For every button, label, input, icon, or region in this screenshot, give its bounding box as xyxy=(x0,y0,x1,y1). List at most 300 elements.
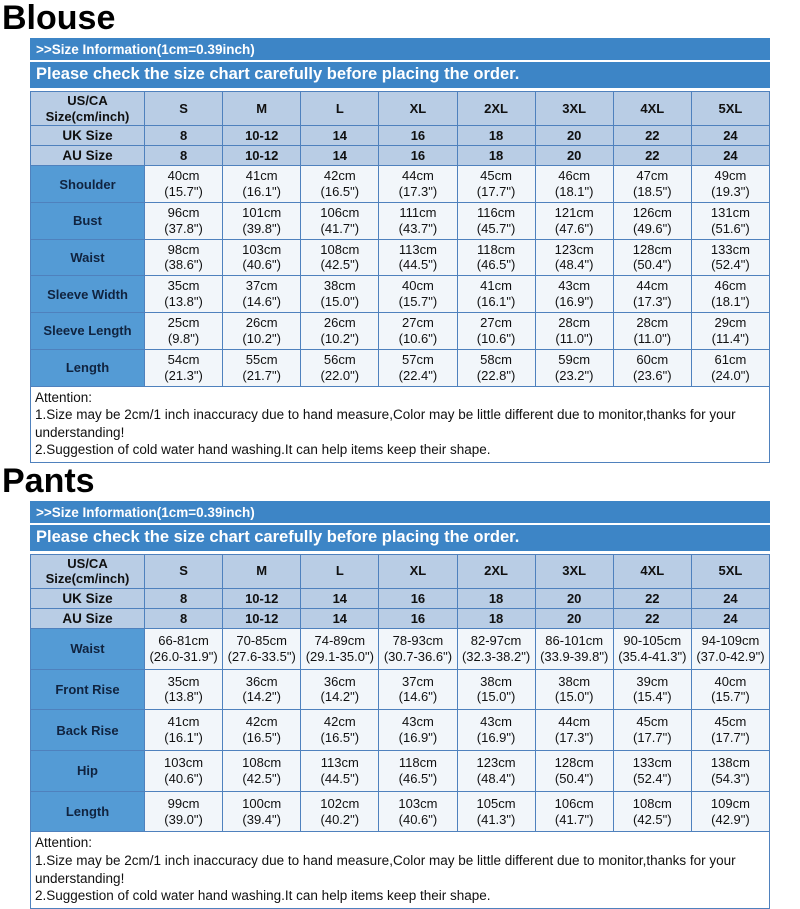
inch-value: (45.7") xyxy=(476,220,516,236)
cm-value: 102cm xyxy=(320,795,360,811)
measurement-row-label: Waist xyxy=(31,628,145,669)
inch-value: (16.9") xyxy=(398,730,438,746)
measurement-row xyxy=(31,669,770,710)
size-column-header: 5XL xyxy=(691,554,769,588)
measurement-value-cell xyxy=(535,276,613,313)
cm-value: 90-105cm xyxy=(623,632,682,648)
measurement-value-cell xyxy=(301,751,379,792)
inch-value: (39.0") xyxy=(164,811,203,827)
measurement-value-cell xyxy=(145,751,223,792)
measurement-value-cell xyxy=(457,628,535,669)
measurement-value-cell xyxy=(535,313,613,350)
measurement-value-cell xyxy=(379,628,457,669)
inch-value: (42.5") xyxy=(242,770,281,786)
size-column-header: 4XL xyxy=(613,554,691,588)
measurement-value-cell xyxy=(145,276,223,313)
measurement-value-cell xyxy=(223,751,301,792)
measurement-value-cell xyxy=(613,669,691,710)
size-value-cell: 24 xyxy=(691,608,769,628)
inch-value: (16.5") xyxy=(242,730,281,746)
inch-value: (15.7") xyxy=(711,689,750,705)
size-conversion-row xyxy=(31,588,770,608)
inch-value: (15.0") xyxy=(554,689,594,705)
size-value-cell: 10-12 xyxy=(223,126,301,146)
pants-title: Pants xyxy=(2,461,95,500)
inch-value: (13.8") xyxy=(164,294,203,310)
size-value-cell: 10-12 xyxy=(223,146,301,166)
measurement-value-cell xyxy=(457,751,535,792)
cm-value: 43cm xyxy=(402,714,434,730)
cm-value: 98cm xyxy=(167,241,200,257)
measurement-value-cell xyxy=(691,628,769,669)
measurement-value-cell xyxy=(613,166,691,203)
pants-chart xyxy=(30,501,770,909)
measurement-value-cell xyxy=(379,166,457,203)
measurement-value-cell xyxy=(301,166,379,203)
measurement-row xyxy=(31,751,770,792)
inch-value: (18.1") xyxy=(711,294,750,310)
size-value-cell: 18 xyxy=(457,126,535,146)
size-value-cell: 24 xyxy=(691,146,769,166)
size-value-cell: 8 xyxy=(145,126,223,146)
cm-value: 113cm xyxy=(398,241,437,257)
cm-value: 106cm xyxy=(320,204,360,220)
cm-value: 133cm xyxy=(710,241,750,257)
inch-value: (14.6") xyxy=(398,689,438,705)
cm-value: 37cm xyxy=(402,673,434,689)
cm-value: 121cm xyxy=(554,204,594,220)
size-column-header: S xyxy=(145,92,223,126)
cm-value: 28cm xyxy=(636,315,669,331)
size-value-cell: 10-12 xyxy=(223,608,301,628)
measurement-value-cell xyxy=(379,239,457,276)
inch-value: (32.3-38.2") xyxy=(461,648,531,664)
measurement-row xyxy=(31,166,770,203)
measurement-value-cell xyxy=(301,791,379,832)
cm-value: 45cm xyxy=(636,714,669,730)
cm-value: 133cm xyxy=(632,755,672,771)
inch-value: (17.7") xyxy=(476,184,516,200)
measurement-value-cell xyxy=(535,166,613,203)
cm-value: 60cm xyxy=(636,351,669,367)
cm-value: 40cm xyxy=(167,168,200,184)
inch-value: (42.5") xyxy=(320,257,360,273)
cm-value: 111cm xyxy=(399,204,437,220)
size-value-cell: 10-12 xyxy=(223,588,301,608)
measurement-value-cell xyxy=(613,349,691,386)
measurement-row xyxy=(31,313,770,350)
cm-value: 123cm xyxy=(554,241,594,257)
measurement-value-cell xyxy=(379,276,457,313)
inch-value: (16.1") xyxy=(476,294,516,310)
measurement-value-cell xyxy=(223,239,301,276)
measurement-value-cell xyxy=(223,166,301,203)
measurement-value-cell xyxy=(613,751,691,792)
measurement-value-cell xyxy=(535,349,613,386)
cm-value: 39cm xyxy=(636,673,669,689)
inch-value: (47.6") xyxy=(554,220,594,236)
inch-value: (40.6") xyxy=(398,811,438,827)
cm-value: 74-89cm xyxy=(314,632,366,648)
measurement-value-cell xyxy=(145,349,223,386)
inch-value: (44.5") xyxy=(320,770,360,786)
measurement-value-cell xyxy=(613,276,691,313)
measurement-row xyxy=(31,791,770,832)
inch-value: (35.4-41.3") xyxy=(618,648,687,664)
measurement-value-cell xyxy=(613,202,691,239)
cm-value: 118cm xyxy=(398,755,437,771)
inch-value: (15.7") xyxy=(164,184,203,200)
cm-value: 103cm xyxy=(398,795,438,811)
size-conversion-row xyxy=(31,146,770,166)
measurement-value-cell xyxy=(145,791,223,832)
cm-value: 58cm xyxy=(480,351,512,367)
blouse-title: Blouse xyxy=(2,0,116,37)
measurement-value-cell xyxy=(145,166,223,203)
measurement-value-cell xyxy=(145,239,223,276)
inch-value: (14.2") xyxy=(320,689,360,705)
size-conversion-row xyxy=(31,608,770,628)
inch-value: (16.1") xyxy=(242,184,281,200)
size-value-cell: 18 xyxy=(457,608,535,628)
cm-value: 44cm xyxy=(558,714,591,730)
inch-value: (19.3") xyxy=(711,184,750,200)
size-value-cell: 14 xyxy=(301,126,379,146)
size-value-cell: 22 xyxy=(613,588,691,608)
cm-value: 45cm xyxy=(714,714,747,730)
inch-value: (11.4") xyxy=(711,330,750,346)
measurement-value-cell xyxy=(379,710,457,751)
inch-value: (17.7") xyxy=(711,730,750,746)
cm-value: 109cm xyxy=(710,795,750,811)
measurement-value-cell xyxy=(691,791,769,832)
measurement-value-cell xyxy=(301,710,379,751)
size-value-cell: 20 xyxy=(535,126,613,146)
inch-value: (9.8") xyxy=(167,330,200,346)
measurement-value-cell xyxy=(379,313,457,350)
blouse-notice-bar: Please check the size chart carefully before placing the order. xyxy=(30,62,770,88)
measurement-value-cell xyxy=(613,710,691,751)
inch-value: (13.8") xyxy=(164,689,203,705)
cm-value: 38cm xyxy=(480,673,512,689)
cm-value: 138cm xyxy=(710,755,750,771)
measurement-row xyxy=(31,628,770,669)
measurement-value-cell xyxy=(457,166,535,203)
inch-value: (40.2") xyxy=(320,811,360,827)
cm-value: 59cm xyxy=(558,351,591,367)
size-column-header: S xyxy=(145,554,223,588)
attention-note-1: 1.Size may be 2cm/1 inch inaccuracy due to hand measure,Color may be little different due to monitor,thanks for your understanding! xyxy=(35,407,736,440)
cm-value: 44cm xyxy=(402,168,434,184)
size-column-header: M xyxy=(223,92,301,126)
measurement-value-cell xyxy=(613,791,691,832)
measurement-value-cell xyxy=(145,710,223,751)
table-header-row xyxy=(31,92,770,126)
measurement-value-cell xyxy=(301,349,379,386)
inch-value: (11.0") xyxy=(633,330,672,346)
measurement-value-cell xyxy=(379,791,457,832)
measurement-value-cell xyxy=(301,313,379,350)
inch-value: (23.6") xyxy=(633,367,672,383)
size-value-cell: 14 xyxy=(301,588,379,608)
size-value-cell: 22 xyxy=(613,126,691,146)
inch-value: (22.4") xyxy=(398,367,438,383)
inch-value: (11.0") xyxy=(555,330,593,346)
inch-value: (18.1") xyxy=(554,184,594,200)
measurement-value-cell xyxy=(691,166,769,203)
size-value-cell: 20 xyxy=(535,588,613,608)
cm-value: 57cm xyxy=(402,351,434,367)
measurement-value-cell xyxy=(145,202,223,239)
cm-value: 42cm xyxy=(245,714,278,730)
measurement-row xyxy=(31,202,770,239)
cm-value: 106cm xyxy=(554,795,594,811)
measurement-value-cell xyxy=(301,669,379,710)
inch-value: (37.8") xyxy=(164,220,203,236)
size-row-label: AU Size xyxy=(31,146,145,166)
attention-heading: Attention: xyxy=(35,835,93,851)
measurement-value-cell xyxy=(535,628,613,669)
measurement-value-cell xyxy=(535,239,613,276)
attention-note-1: 1.Size may be 2cm/1 inch inaccuracy due to hand measure,Color may be little different due to monitor,thanks for your understanding! xyxy=(35,853,736,886)
cm-value: 46cm xyxy=(558,168,591,184)
inch-value: (15.0") xyxy=(476,689,516,705)
cm-value: 94-109cm xyxy=(701,632,760,648)
measurement-value-cell xyxy=(457,669,535,710)
cm-value: 128cm xyxy=(554,755,594,771)
cm-value: 123cm xyxy=(476,755,516,771)
inch-value: (17.3") xyxy=(633,294,672,310)
measurement-value-cell xyxy=(457,202,535,239)
inch-value: (17.7") xyxy=(633,730,672,746)
cm-value: 78-93cm xyxy=(392,632,444,648)
inch-value: (50.4") xyxy=(554,770,594,786)
inch-value: (42.5") xyxy=(633,811,672,827)
inch-value: (41.3") xyxy=(476,811,516,827)
table-header-row xyxy=(31,554,770,588)
measurement-value-cell xyxy=(613,313,691,350)
cm-value: 41cm xyxy=(480,278,512,294)
measurement-value-cell xyxy=(379,669,457,710)
size-value-cell: 22 xyxy=(613,146,691,166)
inch-value: (21.3") xyxy=(164,367,203,383)
cm-value: 82-97cm xyxy=(470,632,522,648)
inch-value: (24.0") xyxy=(711,367,750,383)
measurement-value-cell xyxy=(691,710,769,751)
inch-value: (52.4") xyxy=(633,770,672,786)
cm-value: 38cm xyxy=(323,278,356,294)
inch-value: (29.1-35.0") xyxy=(305,648,374,664)
measurement-value-cell xyxy=(145,313,223,350)
cm-value: 27cm xyxy=(402,315,434,331)
inch-value: (41.7") xyxy=(320,220,360,236)
size-value-cell: 24 xyxy=(691,588,769,608)
measurement-row xyxy=(31,349,770,386)
measurement-value-cell xyxy=(691,751,769,792)
size-value-cell: 16 xyxy=(379,126,457,146)
measurement-value-cell xyxy=(223,710,301,751)
measurement-value-cell xyxy=(223,349,301,386)
inch-value: (15.7") xyxy=(398,294,438,310)
cm-value: 105cm xyxy=(476,795,516,811)
measurement-value-cell xyxy=(145,628,223,669)
cm-value: 36cm xyxy=(323,673,356,689)
measurement-value-cell xyxy=(691,202,769,239)
size-value-cell: 24 xyxy=(691,126,769,146)
size-value-cell: 18 xyxy=(457,588,535,608)
measurement-row-label: Hip xyxy=(31,751,145,792)
attention-heading: Attention: xyxy=(35,389,93,405)
cm-value: 118cm xyxy=(477,241,516,257)
measurement-value-cell xyxy=(457,313,535,350)
cm-value: 45cm xyxy=(480,168,512,184)
measurement-value-cell xyxy=(145,669,223,710)
inch-value: (18.5") xyxy=(633,184,672,200)
measurement-value-cell xyxy=(691,239,769,276)
inch-value: (51.6") xyxy=(711,220,750,236)
measurement-row-label: Back Rise xyxy=(31,710,145,751)
inch-value: (52.4") xyxy=(711,257,750,273)
size-value-cell: 14 xyxy=(301,608,379,628)
measurement-value-cell xyxy=(691,276,769,313)
inch-value: (15.4") xyxy=(633,689,672,705)
measurement-value-cell xyxy=(535,202,613,239)
pants-notice-bar: Please check the size chart carefully before placing the order. xyxy=(30,525,770,551)
cm-value: 47cm xyxy=(636,168,669,184)
size-unit-column-header: US/CA Size(cm/inch) xyxy=(31,554,145,588)
inch-value: (23.2") xyxy=(554,367,594,383)
measurement-value-cell xyxy=(223,313,301,350)
measurement-value-cell xyxy=(535,710,613,751)
measurement-value-cell xyxy=(301,239,379,276)
cm-value: 35cm xyxy=(167,673,200,689)
cm-value: 70-85cm xyxy=(236,632,287,648)
size-unit-column-header: US/CA Size(cm/inch) xyxy=(31,92,145,126)
measurement-value-cell xyxy=(457,710,535,751)
size-row-label: AU Size xyxy=(31,608,145,628)
inch-value: (10.6") xyxy=(476,330,516,346)
size-row-label: UK Size xyxy=(31,588,145,608)
pants-section xyxy=(0,463,800,909)
cm-value: 25cm xyxy=(167,315,200,331)
cm-value: 126cm xyxy=(632,204,672,220)
measurement-value-cell xyxy=(301,276,379,313)
size-column-header: M xyxy=(223,554,301,588)
measurement-value-cell xyxy=(223,669,301,710)
cm-value: 55cm xyxy=(245,351,278,367)
attention-note-2: 2.Suggestion of cold water hand washing.It can help items keep their shape. xyxy=(35,888,491,904)
inch-value: (10.6") xyxy=(398,330,438,346)
cm-value: 40cm xyxy=(714,673,747,689)
inch-value: (40.6") xyxy=(242,257,281,273)
measurement-row-label: Shoulder xyxy=(31,166,145,203)
measurement-value-cell xyxy=(457,349,535,386)
measurement-row-label: Sleeve Length xyxy=(31,313,145,350)
attention-note-2: 2.Suggestion of cold water hand washing.It can help items keep their shape. xyxy=(35,442,491,458)
cm-value: 54cm xyxy=(167,351,200,367)
measurement-value-cell xyxy=(457,239,535,276)
pants-size-table xyxy=(30,554,770,833)
measurement-value-cell xyxy=(691,669,769,710)
cm-value: 35cm xyxy=(167,278,200,294)
size-value-cell: 16 xyxy=(379,146,457,166)
cm-value: 44cm xyxy=(636,278,669,294)
cm-value: 108cm xyxy=(242,755,282,771)
cm-value: 103cm xyxy=(242,241,282,257)
measurement-row-label: Front Rise xyxy=(31,669,145,710)
cm-value: 27cm xyxy=(480,315,512,331)
size-value-cell: 14 xyxy=(301,146,379,166)
cm-value: 43cm xyxy=(558,278,591,294)
cm-value: 108cm xyxy=(320,241,360,257)
inch-value: (39.8") xyxy=(242,220,281,236)
cm-value: 66-81cm xyxy=(158,632,209,648)
cm-value: 99cm xyxy=(167,795,200,811)
size-column-header: 5XL xyxy=(691,92,769,126)
cm-value: 37cm xyxy=(245,278,278,294)
size-value-cell: 8 xyxy=(145,588,223,608)
measurement-value-cell xyxy=(223,276,301,313)
measurement-row-label: Length xyxy=(31,791,145,832)
inch-value: (42.9") xyxy=(711,811,750,827)
inch-value: (44.5") xyxy=(398,257,438,273)
inch-value: (21.7") xyxy=(242,367,281,383)
inch-value: (48.4") xyxy=(554,257,594,273)
size-value-cell: 16 xyxy=(379,588,457,608)
cm-value: 28cm xyxy=(558,315,591,331)
inch-value: (16.1") xyxy=(164,730,203,746)
inch-value: (27.6-33.5") xyxy=(227,648,296,664)
inch-value: (15.0") xyxy=(320,294,360,310)
inch-value: (26.0-31.9") xyxy=(149,648,218,664)
inch-value: (14.2") xyxy=(242,689,281,705)
inch-value: (16.9") xyxy=(476,730,516,746)
measurement-row-label: Waist xyxy=(31,239,145,276)
inch-value: (50.4") xyxy=(633,257,672,273)
inch-value: (41.7") xyxy=(554,811,594,827)
blouse-size-table xyxy=(30,91,770,387)
cm-value: 36cm xyxy=(245,673,278,689)
cm-value: 86-101cm xyxy=(545,632,604,648)
cm-value: 116cm xyxy=(477,204,516,220)
inch-value: (16.5") xyxy=(320,730,360,746)
size-column-header: 2XL xyxy=(457,554,535,588)
cm-value: 131cm xyxy=(710,204,750,220)
measurement-value-cell xyxy=(379,349,457,386)
size-column-header: 4XL xyxy=(613,92,691,126)
inch-value: (37.0-42.9") xyxy=(696,648,765,664)
measurement-row xyxy=(31,276,770,313)
inch-value: (54.3") xyxy=(711,770,750,786)
cm-value: 46cm xyxy=(714,278,747,294)
size-column-header: XL xyxy=(379,92,457,126)
size-column-header: 3XL xyxy=(535,554,613,588)
inch-value: (48.4") xyxy=(476,770,516,786)
measurement-value-cell xyxy=(535,751,613,792)
inch-value: (16.9") xyxy=(554,294,594,310)
cm-value: 101cm xyxy=(242,204,282,220)
cm-value: 56cm xyxy=(323,351,356,367)
cm-value: 103cm xyxy=(164,755,204,771)
cm-value: 29cm xyxy=(714,315,747,331)
cm-value: 26cm xyxy=(323,315,356,331)
size-column-header: 3XL xyxy=(535,92,613,126)
blouse-attention-box xyxy=(30,387,770,463)
inch-value: (38.6") xyxy=(164,257,203,273)
inch-value: (17.3") xyxy=(398,184,438,200)
size-row-label: UK Size xyxy=(31,126,145,146)
inch-value: (49.6") xyxy=(633,220,672,236)
